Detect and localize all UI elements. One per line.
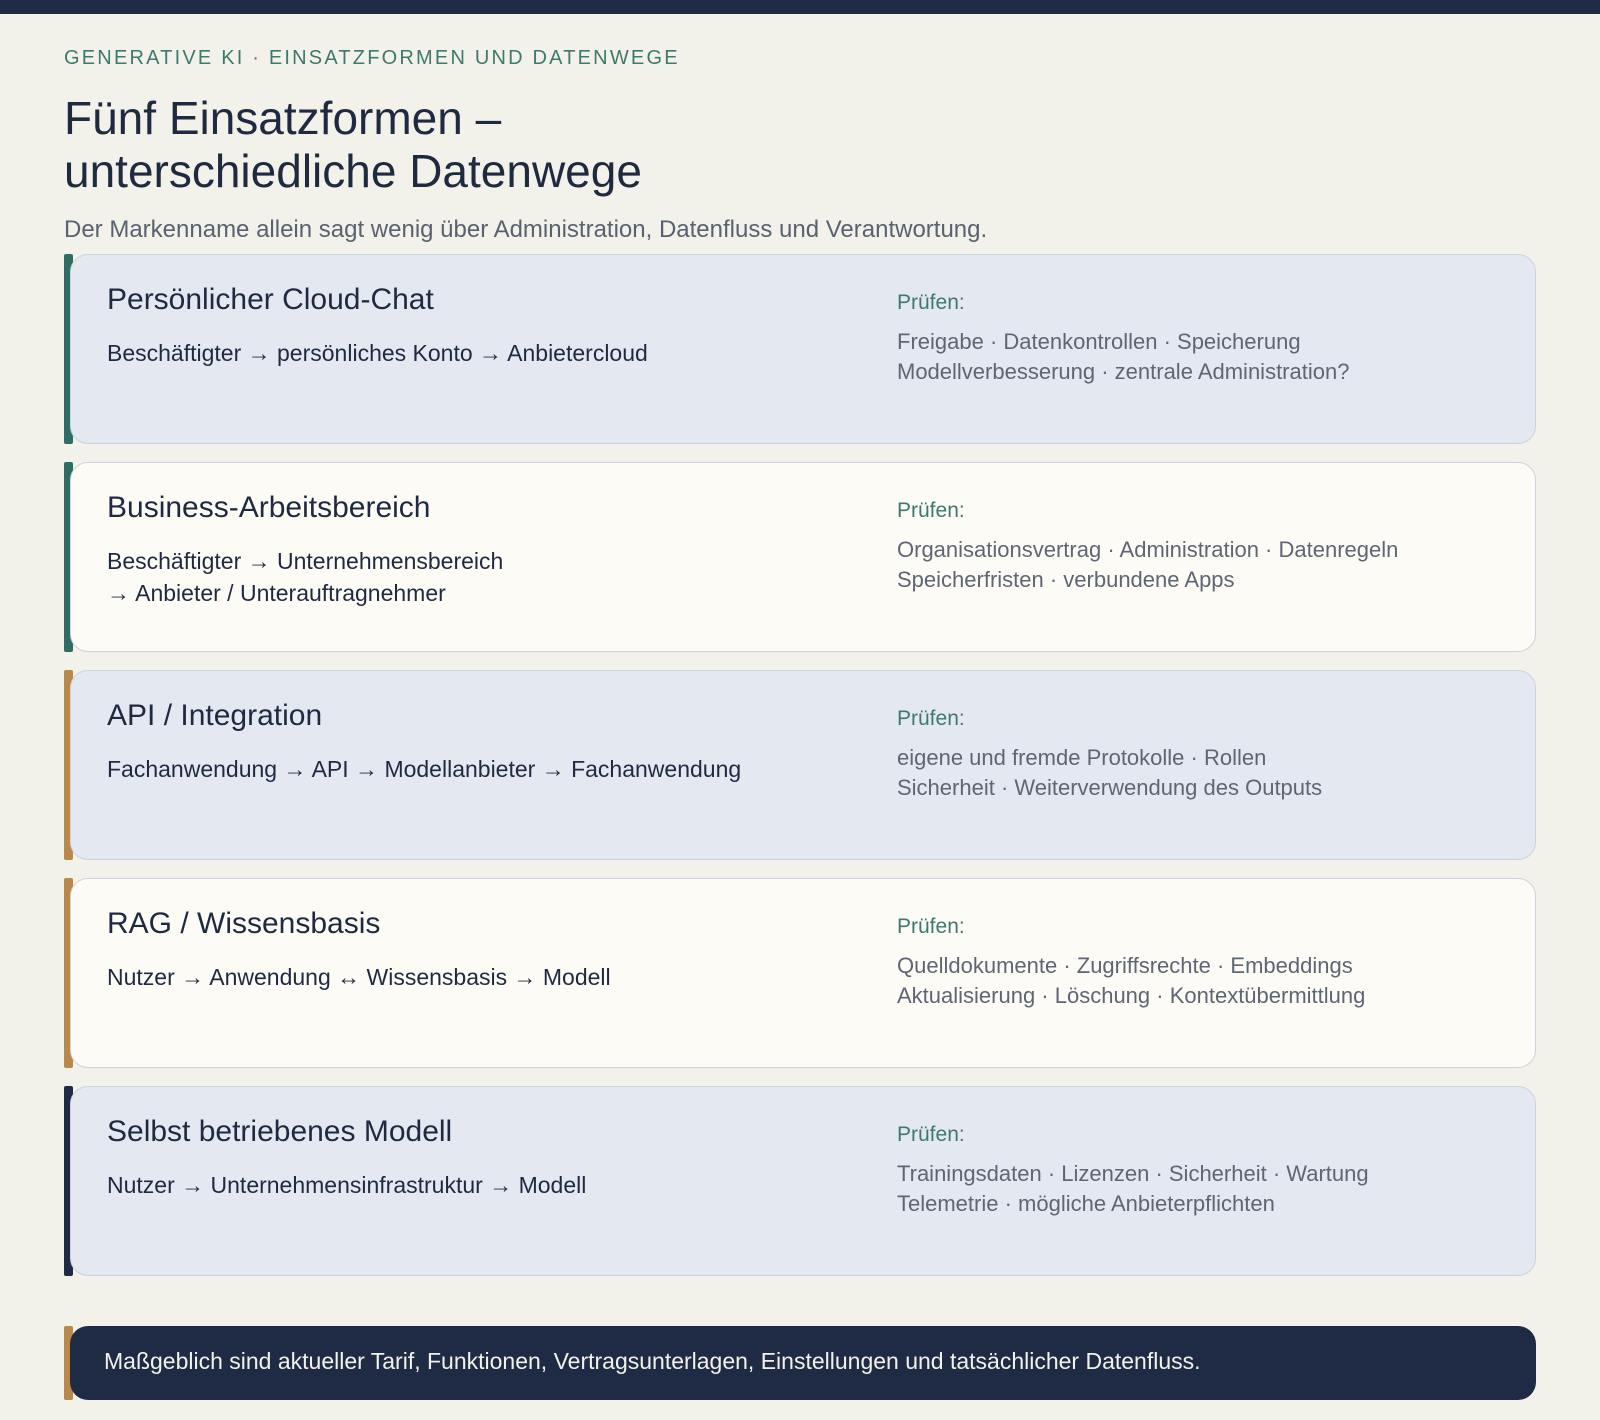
flow-line: Nutzer → Anwendung ↔ Wissensbasis → Modell — [107, 964, 611, 990]
card-flow — [107, 961, 611, 993]
check-items — [897, 535, 1398, 595]
check-items — [897, 743, 1322, 803]
check-line: eigene und fremde Protokolle · Rollen — [897, 745, 1267, 770]
card-api-integration — [64, 670, 1536, 860]
check-line: Aktualisierung · Löschung · Kontextübermittlung — [897, 983, 1366, 1008]
footer-text: Maßgeblich sind aktueller Tarif, Funktionen, Vertragsunterlagen, Einstellungen und tatsächlicher Datenfluss. — [104, 1348, 1201, 1374]
card-title: Persönlicher Cloud-Chat — [107, 283, 434, 316]
check-line: Speicherfristen · verbundene Apps — [897, 567, 1235, 592]
flow-line: Beschäftigter → Unternehmensbereich — [107, 548, 504, 574]
check-line: Organisationsvertrag · Administration · Datenregeln — [897, 537, 1399, 562]
check-line: Freigabe · Datenkontrollen · Speicherung — [897, 329, 1301, 354]
card-self-hosted-model — [64, 1086, 1536, 1276]
card-title: API / Integration — [107, 699, 323, 732]
card-panel — [70, 878, 1536, 1068]
card-business-workspace — [64, 462, 1536, 652]
card-title: Selbst betriebenes Modell — [107, 1115, 453, 1148]
flow-line: → Anbieter / Unterauftragnehmer — [107, 580, 446, 606]
card-flow — [107, 545, 503, 609]
kicker: GENERATIVE KI · EINSATZFORMEN UND DATENWEGE — [64, 47, 680, 69]
check-label: Prüfen: — [897, 707, 965, 730]
card-panel — [70, 254, 1536, 444]
title-line-2: unterschiedliche Datenwege — [64, 145, 642, 197]
check-items — [897, 1159, 1369, 1219]
flow-line: Nutzer → Unternehmensinfrastruktur → Modell — [107, 1172, 587, 1198]
check-label: Prüfen: — [897, 1123, 965, 1146]
flow-line: Fachanwendung → API → Modellanbieter → Fachanwendung — [107, 756, 742, 782]
footer-panel — [70, 1326, 1536, 1400]
check-line: Telemetrie · mögliche Anbieterpflichten — [897, 1191, 1275, 1216]
check-items — [897, 951, 1365, 1011]
check-line: Quelldokumente · Zugriffsrechte · Embeddings — [897, 953, 1353, 978]
card-panel — [70, 1086, 1536, 1276]
check-line: Sicherheit · Weiterverwendung des Outputs — [897, 775, 1323, 800]
flow-line: Beschäftigter → persönliches Konto → Anbietercloud — [107, 340, 648, 366]
page-title — [64, 92, 642, 198]
card-flow — [107, 337, 648, 369]
check-label: Prüfen: — [897, 291, 965, 314]
card-flow — [107, 753, 741, 785]
check-items — [897, 327, 1349, 387]
page-subtitle: Der Markenname allein sagt wenig über Administration, Datenfluss und Verantwortung. — [64, 216, 988, 243]
check-label: Prüfen: — [897, 499, 965, 522]
card-flow — [107, 1169, 586, 1201]
card-title: RAG / Wissensbasis — [107, 907, 381, 940]
card-rag-knowledge-base — [64, 878, 1536, 1068]
title-line-1: Fünf Einsatzformen – — [64, 92, 502, 144]
footer-note — [64, 1326, 1536, 1400]
card-panel — [70, 670, 1536, 860]
check-label: Prüfen: — [897, 915, 965, 938]
card-personal-cloud-chat — [64, 254, 1536, 444]
check-line: Trainingsdaten · Lizenzen · Sicherheit · Wartung — [897, 1161, 1369, 1186]
top-bar — [0, 0, 1600, 14]
check-line: Modellverbesserung · zentrale Administration? — [897, 359, 1350, 384]
card-panel — [70, 462, 1536, 652]
card-title: Business-Arbeitsbereich — [107, 491, 431, 524]
